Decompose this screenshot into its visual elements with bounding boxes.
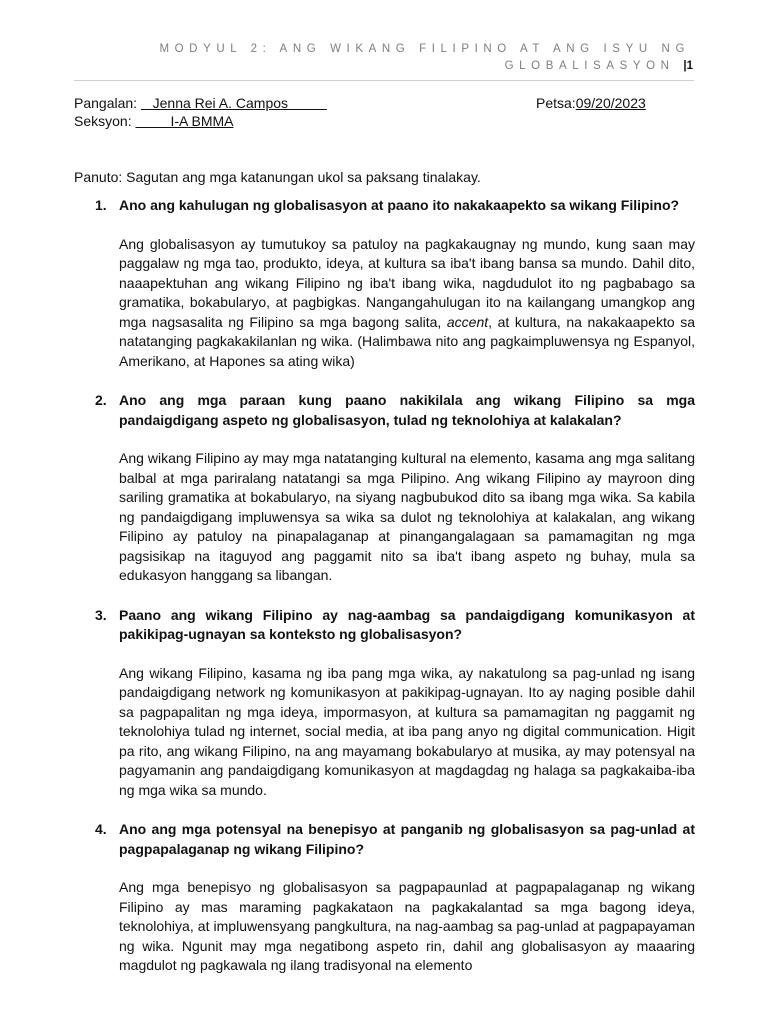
date-value: 09/20/2023 xyxy=(575,95,646,111)
page-header xyxy=(74,40,694,81)
question-text: Ano ang mga paraan kung paano nakikilala ang wikang Filipino sa mga pandaigdigang aspeto ng globalisasyon, tulad ng teknolohiya at kalakalan? xyxy=(119,392,695,428)
module-title-line-1: MODYUL 2: ANG WIKANG FILIPINO AT ANG ISYU NG xyxy=(159,43,690,55)
answer-text: Ang wikang Filipino, kasama ng iba pang mga wika, ay nakatulong sa pag-unlad ng isang pandaigdigang network ng komunikasyon at pakikipag-ugnayan. Ito ay naging posible dahil sa pagpapalitan ng mga ideya, impormasyon, at kultura sa pamamagitan ng paggamit ng teknolohiya tulad ng internet, social media, at iba pang anyo ng digital communication. Higit pa rito, ang wikang Filipino, na ang mayamang bokabularyo at musika, ay may potensyal na pagyamanin ang pandaigdigang komunikasyon at magdagdag ng halaga sa pagkakaiba-iba ng mga wika sa mundo. xyxy=(119,664,695,798)
question-item-4 xyxy=(74,820,695,976)
question-item-1 xyxy=(74,196,695,371)
section-label: Seksyon: xyxy=(74,113,132,129)
question-number: 1. xyxy=(95,197,107,213)
question-number: 4. xyxy=(95,821,107,837)
answer-text: Ang wikang Filipino ay may mga natatanging kultural na elemento, kasama ang mga salitang balbal at mga pariralang natatangi sa mga Pilipino. Ang wikang Filipino ay mayroon ding sariling gramatika at bokabularyo, na siyang nagbubukod dito sa ibang mga wika. Sa kabila ng pandaigdigang impluwensya sa wika sa dulot ng teknolohiya at kalakalan, ang wikang Filipino ay patuloy na pinapalaganap at pinangangalagaan sa pamamagitan ng mga pagsisikap na itaguyod ang paggamit nito sa iba't ibang aspeto ng buhay, mula sa edukasyon hanggang sa libangan. xyxy=(119,450,695,583)
page-separator: | xyxy=(683,60,687,72)
answer-text: Ang mga benepisyo ng globalisasyon sa pagpapaunlad at pagpapalaganap ng wikang Filipino ay mas maraming pagkakataon na pagkakalantad sa mga bagong ideya, teknolohiya, at impluwensyang pangkultura, na nag-aambag sa pag-unlad at pagpapayaman ng wika. Ngunit may mga negatibong aspeto rin, dahil ang globalisasyon ay maaaring magdulot ng pagkawala ng ilang tradisyonal na elemento xyxy=(119,879,695,973)
module-title-line-2-text: GLOBALISASYON xyxy=(504,60,675,72)
question-list xyxy=(74,196,695,996)
module-title-line-2 xyxy=(505,60,694,72)
question-text: Ano ang kahulugan ng globalisasyon at paano ito nakakaapekto sa wikang Filipino? xyxy=(119,197,680,213)
page-number: 1 xyxy=(686,60,694,72)
section-row xyxy=(74,113,234,129)
answer-italic-word: accent xyxy=(446,313,489,330)
name-label: Pangalan: xyxy=(74,95,138,111)
answer-text-part: , at kultura, na nakakaapekto sa natatanging pagkakakilanlan ng wika. (Halimbawa nito ang pagkaimpluwensya ng Espanyol, Amerikano, at Hapones sa ating wika) xyxy=(119,313,695,369)
name-row xyxy=(74,95,327,111)
date-label: Petsa: xyxy=(536,95,576,111)
section-value: I-A BMMA xyxy=(135,113,234,129)
instructions: Panuto: Sagutan ang mga katanungan ukol sa paksang tinalakay. xyxy=(74,169,481,185)
question-text: Ano ang mga potensyal na benepisyo at panganib ng globalisasyon sa pag-unlad at pagpapalaganap ng wikang Filipino? xyxy=(119,821,695,857)
question-number: 3. xyxy=(95,606,107,623)
question-number: 2. xyxy=(95,392,107,408)
name-value: Jenna Rei A. Campos xyxy=(140,95,327,111)
question-item-2 xyxy=(74,391,695,586)
answer-text xyxy=(119,235,695,372)
answer-text-part: Ang globalisasyon ay tumutukoy sa patuloy na pagkakaugnay ng mundo, kung saan may paggalaw ng mga tao, produkto, ideya, at kultura sa iba't ibang bansa sa mundo. Dahil dito, naaapektuhan ang wikang Filipino ng iba't ibang wika, nagdudulot ito ng pagbabago sa gramatika, bokabularyo, at pagbigkas. Nangangahulugan ito na kailangang umangkop ang mga nagsasalita ng Filipino sa mga bagong salita, xyxy=(119,235,695,330)
date-row xyxy=(536,95,646,111)
question-text: Paano ang wikang Filipino ay nag-aambag sa pandaigdigang komunikasyon at pakikipag-ugnayan sa konteksto ng globalisasyon? xyxy=(119,606,695,642)
question-item-3 xyxy=(74,606,695,801)
